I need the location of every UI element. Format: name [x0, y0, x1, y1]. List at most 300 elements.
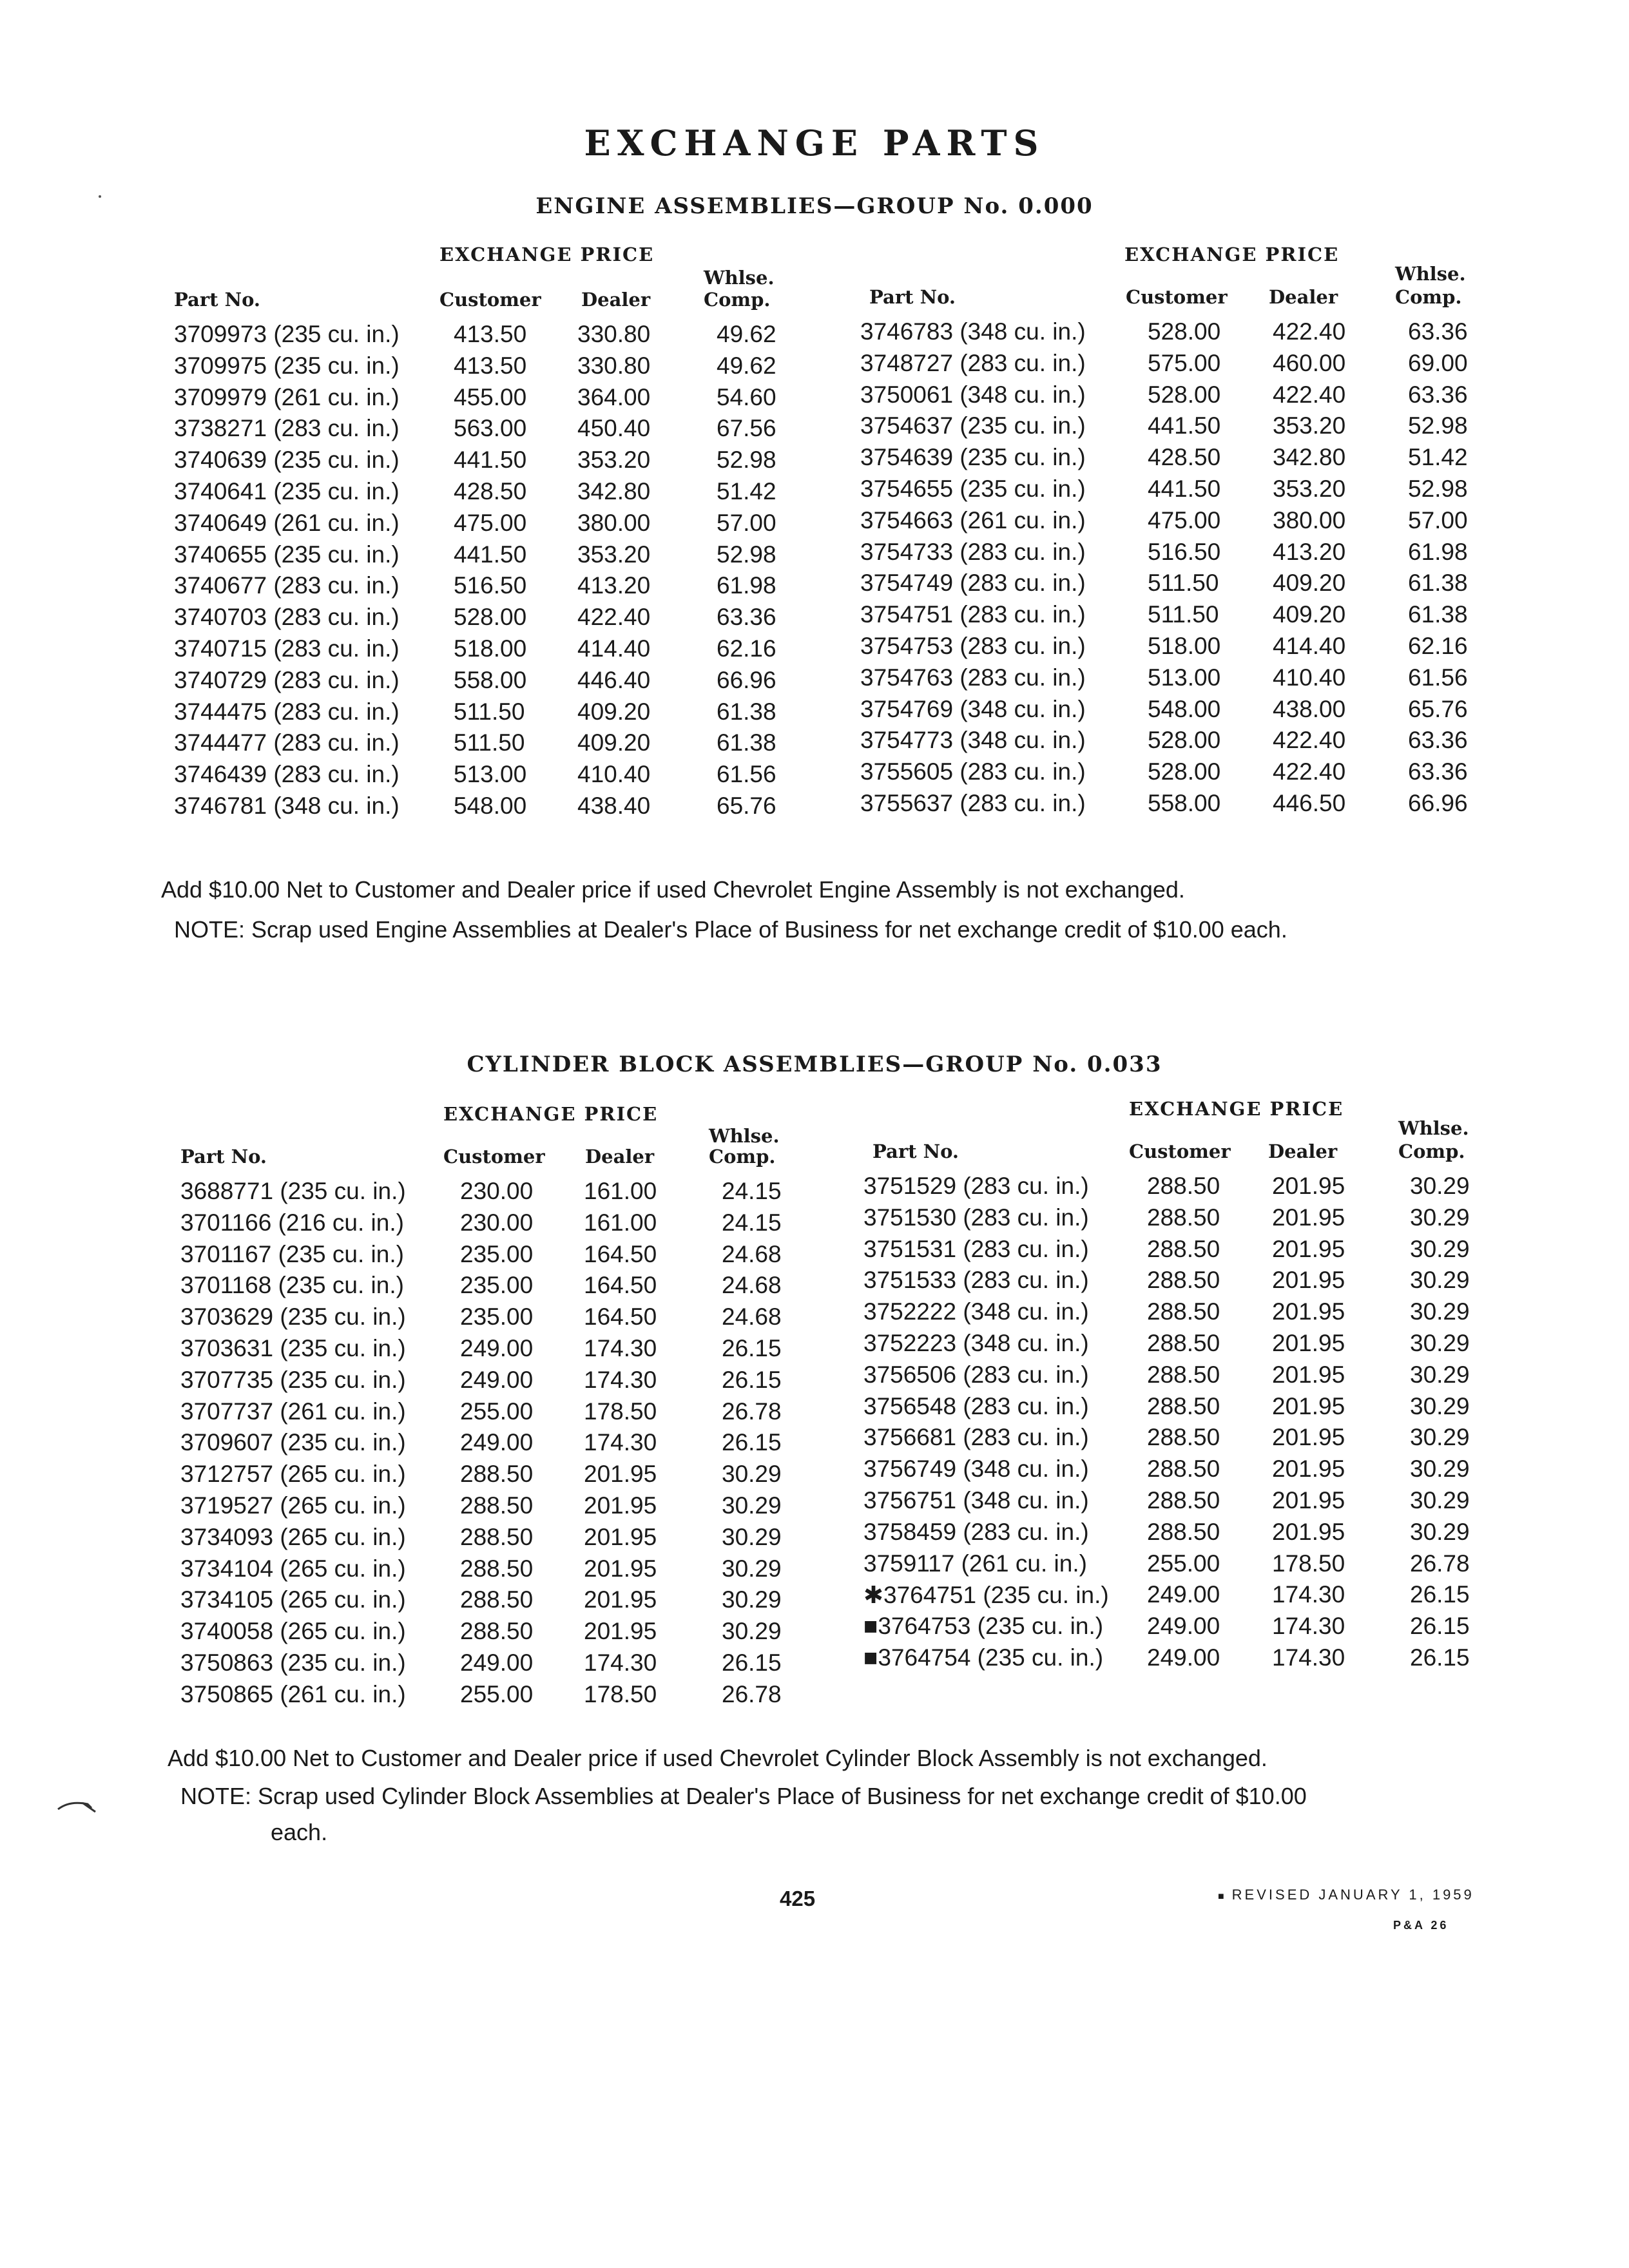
dealer-price-cell: 201.95	[1272, 1173, 1345, 1199]
customer-price-cell: 288.50	[460, 1618, 534, 1645]
table-row	[180, 1492, 799, 1524]
dealer-price-cell: 201.95	[1272, 1298, 1345, 1325]
whlse-comp-cell: 30.29	[1410, 1173, 1470, 1199]
table-row	[174, 321, 793, 352]
table-row	[174, 793, 793, 824]
dealer-price-cell: 410.40	[577, 761, 651, 788]
cylinder-scrap-note: NOTE: Scrap used Cylinder Block Assemblies at Dealer's Place of Business for net exchange credit of $10.00	[180, 1783, 1307, 1809]
whlse-comp-cell: 24.68	[722, 1272, 782, 1299]
part-number-cell: 3751529 (283 cu. in.)	[863, 1173, 1089, 1199]
cylinder-scrap-note-continued: each.	[271, 1819, 328, 1845]
part-number-cell: 3688771 (235 cu. in.)	[180, 1178, 406, 1204]
revised-note	[1218, 1887, 1474, 1903]
dealer-price-cell: 201.95	[1272, 1486, 1345, 1514]
whlse-header: Whlse.	[1395, 263, 1466, 285]
whlse-comp-cell: 61.56	[717, 761, 776, 788]
part-number-cell: 3709607 (235 cu. in.)	[180, 1429, 406, 1456]
part-number-cell: 3734104 (265 cu. in.)	[180, 1555, 406, 1582]
part-number-cell: 3709975 (235 cu. in.)	[174, 352, 400, 379]
customer-price-cell: 235.00	[460, 1240, 534, 1267]
part-number-cell: 3754753 (283 cu. in.)	[860, 632, 1086, 659]
table-row	[863, 1424, 1495, 1456]
whlse-comp-cell: 69.00	[1408, 349, 1468, 376]
part-number-cell: 3740058 (265 cu. in.)	[180, 1618, 406, 1645]
customer-price-cell: 288.50	[1147, 1392, 1220, 1419]
engine-section-title: ENGINE ASSEMBLIES—GROUP No. 0.000	[535, 193, 1094, 219]
table-row	[180, 1335, 799, 1367]
customer-price-cell: 441.50	[454, 447, 527, 474]
whlse-comp-cell: 61.98	[717, 572, 776, 599]
comp-header: Comp.	[1395, 286, 1462, 308]
customer-price-cell: 288.50	[460, 1461, 534, 1488]
dealer-price-cell: 342.80	[1273, 444, 1346, 471]
table-row	[180, 1618, 799, 1649]
page-code: P&A 26	[1393, 1919, 1449, 1932]
whlse-comp-cell: 61.38	[1408, 601, 1468, 628]
part-number-cell: 3751533 (283 cu. in.)	[863, 1267, 1089, 1294]
dealer-price-cell: 174.30	[1272, 1581, 1345, 1608]
customer-price-cell: 288.50	[1147, 1424, 1220, 1451]
dealer-price-cell: 174.30	[584, 1366, 657, 1393]
dealer-price-cell: 201.95	[584, 1555, 657, 1582]
table-row	[863, 1173, 1495, 1204]
table-row	[180, 1272, 799, 1303]
part-number-cell: 3740649 (261 cu. in.)	[174, 509, 400, 536]
dealer-price-cell: 201.95	[584, 1586, 657, 1613]
table-row	[174, 447, 793, 478]
whlse-comp-cell: 24.68	[722, 1303, 782, 1331]
page-title: EXCHANGE PARTS	[584, 122, 1045, 164]
comp-header: Comp.	[704, 289, 771, 311]
table-row	[860, 570, 1492, 601]
part-number-cell: 3707735 (235 cu. in.)	[180, 1366, 406, 1393]
customer-price-cell: 288.50	[1147, 1329, 1220, 1356]
part-number-cell: 3709979 (261 cu. in.)	[174, 383, 400, 410]
whlse-comp-cell: 52.98	[717, 447, 776, 474]
table-row	[180, 1303, 799, 1335]
table-row	[860, 601, 1492, 633]
part-number-cell: 3756548 (283 cu. in.)	[863, 1392, 1089, 1419]
whlse-comp-cell: 49.62	[717, 352, 776, 379]
whlse-comp-cell: 30.29	[722, 1461, 782, 1488]
part-number-cell: 3754749 (283 cu. in.)	[860, 570, 1086, 597]
cylinder-section-title: CYLINDER BLOCK ASSEMBLIES—GROUP No. 0.033	[467, 1052, 1162, 1077]
whlse-header: Whlse.	[704, 267, 775, 289]
customer-price-cell: 288.50	[460, 1555, 534, 1582]
customer-price-cell: 441.50	[1148, 412, 1221, 439]
whlse-comp-cell: 26.15	[1410, 1613, 1470, 1640]
dealer-header: Dealer	[581, 289, 651, 311]
dealer-price-cell: 413.20	[1273, 538, 1346, 565]
part-number-cell: 3754769 (348 cu. in.)	[860, 695, 1086, 722]
dealer-price-cell: 201.95	[1272, 1361, 1345, 1388]
table-row	[174, 729, 793, 761]
table-row	[174, 384, 793, 416]
table-row	[174, 635, 793, 667]
part-number-cell: 3740729 (283 cu. in.)	[174, 666, 400, 693]
customer-header: Customer	[1129, 1140, 1231, 1162]
whlse-comp-cell: 51.42	[717, 477, 776, 505]
part-number-cell: 3709973 (235 cu. in.)	[174, 321, 400, 347]
customer-price-cell: 516.50	[1148, 538, 1221, 565]
dealer-price-cell: 178.50	[584, 1680, 657, 1707]
whlse-comp-cell: 30.29	[1410, 1424, 1470, 1451]
whlse-comp-cell: 24.15	[722, 1178, 782, 1204]
customer-header: Customer	[1126, 286, 1228, 308]
table-row	[863, 1267, 1495, 1298]
dealer-price-cell: 422.40	[1273, 727, 1346, 754]
whlse-comp-cell: 26.15	[722, 1649, 782, 1676]
dealer-price-cell: 174.30	[584, 1334, 657, 1361]
dealer-price-cell: 330.80	[577, 352, 651, 379]
customer-price-cell: 249.00	[1147, 1613, 1220, 1640]
table-row	[860, 476, 1492, 507]
part-number-cell: 3701167 (235 cu. in.)	[180, 1240, 404, 1267]
dealer-price-cell: 174.30	[1272, 1644, 1345, 1671]
dealer-price-cell: 422.40	[1273, 758, 1346, 785]
part-no-header: Part No.	[174, 289, 261, 311]
dealer-price-cell: 164.50	[584, 1303, 657, 1331]
customer-price-cell: 288.50	[460, 1492, 534, 1519]
dealer-price-cell: 201.95	[1272, 1424, 1345, 1451]
dealer-price-cell: 414.40	[577, 635, 651, 662]
part-number-cell: 3752222 (348 cu. in.)	[863, 1298, 1089, 1325]
customer-price-cell: 255.00	[460, 1398, 534, 1425]
customer-price-cell: 413.50	[454, 321, 527, 347]
table-row	[863, 1550, 1495, 1582]
customer-header: Customer	[443, 1146, 545, 1168]
dealer-price-cell: 422.40	[577, 604, 651, 631]
comp-header: Comp.	[1398, 1140, 1465, 1162]
whlse-comp-cell: 30.29	[722, 1492, 782, 1519]
whlse-comp-cell: 63.36	[1408, 727, 1468, 754]
whlse-comp-cell: 61.56	[1408, 664, 1468, 691]
table-row	[180, 1178, 799, 1209]
part-number-cell: 3755605 (283 cu. in.)	[860, 758, 1086, 785]
part-number-cell: 3703631 (235 cu. in.)	[180, 1334, 406, 1361]
table-row	[863, 1581, 1495, 1613]
part-no-header: Part No.	[872, 1140, 959, 1162]
customer-price-cell: 558.00	[454, 666, 527, 693]
whlse-comp-cell: 30.29	[722, 1523, 782, 1550]
customer-price-cell: 288.50	[1147, 1298, 1220, 1325]
whlse-comp-cell: 65.76	[1408, 695, 1468, 722]
part-number-cell: 3740677 (283 cu. in.)	[174, 572, 400, 599]
dealer-price-cell: 353.20	[1273, 412, 1346, 439]
whlse-comp-cell: 61.38	[717, 698, 776, 725]
whlse-comp-cell: 57.00	[717, 509, 776, 536]
part-number-cell: 3703629 (235 cu. in.)	[180, 1303, 406, 1331]
dealer-price-cell: 201.95	[584, 1618, 657, 1645]
part-number-cell: 3755637 (283 cu. in.)	[860, 789, 1086, 816]
part-no-header: Part No.	[180, 1146, 267, 1168]
part-no-header: Part No.	[869, 286, 956, 308]
table-row	[180, 1398, 799, 1430]
dealer-price-cell: 330.80	[577, 321, 651, 347]
customer-price-cell: 255.00	[1147, 1550, 1220, 1577]
customer-price-cell: 230.00	[460, 1178, 534, 1204]
part-number-cell: 3751530 (283 cu. in.)	[863, 1204, 1089, 1231]
table-row	[174, 698, 793, 730]
dealer-price-cell: 201.95	[1272, 1392, 1345, 1419]
part-number-cell: 3752223 (348 cu. in.)	[863, 1329, 1089, 1356]
dealer-price-cell: 409.20	[1273, 570, 1346, 597]
customer-price-cell: 249.00	[460, 1429, 534, 1456]
table-row	[180, 1649, 799, 1681]
dealer-price-cell: 460.00	[1273, 349, 1346, 376]
whlse-comp-cell: 49.62	[717, 321, 776, 347]
dealer-price-cell: 201.95	[584, 1523, 657, 1550]
part-number-cell: 3756749 (348 cu. in.)	[863, 1456, 1089, 1483]
revised-marker: ■	[1218, 1891, 1227, 1902]
table-row	[180, 1555, 799, 1587]
table-row	[860, 758, 1492, 790]
whlse-comp-cell: 63.36	[717, 604, 776, 631]
dealer-price-cell: 201.95	[1272, 1204, 1345, 1231]
customer-price-cell: 513.00	[1148, 664, 1221, 691]
customer-price-cell: 511.50	[1148, 570, 1219, 597]
whlse-comp-cell: 30.29	[1410, 1456, 1470, 1483]
part-number-cell: 3746783 (348 cu. in.)	[860, 318, 1086, 345]
customer-price-cell: 511.50	[1148, 601, 1219, 628]
whlse-comp-cell: 63.36	[1408, 318, 1468, 345]
whlse-comp-cell: 26.78	[722, 1680, 782, 1707]
customer-price-cell: 563.00	[454, 415, 527, 442]
part-number-cell: 3754773 (348 cu. in.)	[860, 727, 1086, 754]
part-number-cell: 3758459 (283 cu. in.)	[863, 1518, 1089, 1545]
revised-text: REVISED JANUARY 1, 1959	[1231, 1887, 1474, 1903]
part-number-cell: 3748727 (283 cu. in.)	[860, 349, 1086, 376]
dealer-price-cell: 353.20	[577, 447, 651, 474]
table-row	[863, 1298, 1495, 1330]
part-number-cell: 3738271 (283 cu. in.)	[174, 415, 400, 442]
whlse-comp-cell: 61.38	[1408, 570, 1468, 597]
engine-left-rows	[174, 321, 793, 824]
table-row	[860, 444, 1492, 476]
exchange-price-header: EXCHANGE PRICE	[443, 1103, 659, 1125]
whlse-comp-cell: 30.29	[1410, 1329, 1470, 1356]
customer-price-cell: 511.50	[454, 698, 525, 725]
whlse-comp-cell: 65.76	[717, 792, 776, 819]
part-number-cell: 3744477 (283 cu. in.)	[174, 729, 400, 756]
customer-price-cell: 528.00	[454, 604, 527, 631]
whlse-comp-cell: 30.29	[1410, 1361, 1470, 1388]
dealer-price-cell: 161.00	[584, 1178, 657, 1204]
dealer-header: Dealer	[1268, 1140, 1338, 1162]
customer-price-cell: 548.00	[454, 792, 527, 819]
page-number: 425	[780, 1887, 816, 1910]
table-row	[860, 633, 1492, 664]
part-number-cell: 3756751 (348 cu. in.)	[863, 1486, 1089, 1514]
whlse-comp-cell: 30.29	[1410, 1298, 1470, 1325]
whlse-comp-cell: 30.29	[722, 1618, 782, 1645]
dealer-price-cell: 164.50	[584, 1272, 657, 1299]
customer-price-cell: 249.00	[460, 1334, 534, 1361]
dealer-price-cell: 174.30	[1272, 1613, 1345, 1640]
table-row	[180, 1429, 799, 1461]
customer-price-cell: 288.50	[1147, 1267, 1220, 1294]
whlse-comp-cell: 26.15	[1410, 1581, 1470, 1608]
table-row	[860, 664, 1492, 696]
table-row	[860, 790, 1492, 822]
engine-add-note: Add $10.00 Net to Customer and Dealer price if used Chevrolet Engine Assembly is not exchanged.	[161, 876, 1185, 903]
customer-price-cell: 475.00	[1148, 506, 1221, 533]
dealer-price-cell: 174.30	[584, 1429, 657, 1456]
customer-price-cell: 528.00	[1148, 727, 1221, 754]
whlse-comp-cell: 62.16	[1408, 632, 1468, 659]
customer-price-cell: 518.00	[454, 635, 527, 662]
customer-price-cell: 413.50	[454, 352, 527, 379]
dealer-price-cell: 409.20	[577, 729, 651, 756]
part-number-cell: 3754733 (283 cu. in.)	[860, 538, 1086, 565]
part-number-cell: 3740639 (235 cu. in.)	[174, 447, 400, 474]
table-row	[180, 1241, 799, 1273]
dealer-price-cell: 174.30	[584, 1649, 657, 1676]
table-row	[180, 1586, 799, 1618]
customer-price-cell: 475.00	[454, 509, 527, 536]
scan-dot-icon	[97, 193, 103, 200]
table-row	[174, 572, 793, 604]
customer-price-cell: 428.50	[454, 477, 527, 505]
table-row	[174, 761, 793, 793]
table-row	[174, 541, 793, 573]
whlse-comp-cell: 24.68	[722, 1240, 782, 1267]
whlse-comp-cell: 26.78	[1410, 1550, 1470, 1577]
whlse-comp-cell: 51.42	[1408, 444, 1468, 471]
table-row	[174, 415, 793, 447]
dealer-price-cell: 201.95	[584, 1461, 657, 1488]
whlse-comp-cell: 66.96	[1408, 789, 1468, 816]
dealer-price-cell: 161.00	[584, 1209, 657, 1236]
part-number-cell: 3719527 (265 cu. in.)	[180, 1492, 406, 1519]
customer-price-cell: 235.00	[460, 1272, 534, 1299]
part-number-cell: ■3764753 (235 cu. in.)	[863, 1613, 1104, 1640]
table-row	[174, 478, 793, 510]
dealer-price-cell: 164.50	[584, 1240, 657, 1267]
customer-price-cell: 249.00	[1147, 1581, 1220, 1608]
part-number-cell: 3701168 (235 cu. in.)	[180, 1272, 404, 1299]
whlse-comp-cell: 26.15	[722, 1334, 782, 1361]
table-row	[860, 727, 1492, 758]
dealer-price-cell: 422.40	[1273, 381, 1346, 408]
part-number-cell: 3734093 (265 cu. in.)	[180, 1523, 406, 1550]
table-row	[863, 1519, 1495, 1550]
engine-left-table	[174, 244, 793, 836]
whlse-header: Whlse.	[1398, 1117, 1469, 1139]
dealer-price-cell: 380.00	[1273, 506, 1346, 533]
customer-price-cell: 235.00	[460, 1303, 534, 1331]
table-row	[863, 1644, 1495, 1676]
part-number-cell: 3740641 (235 cu. in.)	[174, 477, 400, 505]
dealer-price-cell: 201.95	[584, 1492, 657, 1519]
dealer-price-cell: 446.40	[577, 666, 651, 693]
customer-price-cell: 511.50	[454, 729, 525, 756]
customer-price-cell: 249.00	[460, 1366, 534, 1393]
part-number-cell: ✱3764751 (235 cu. in.)	[863, 1582, 1109, 1609]
cylinder-right-table	[863, 1098, 1495, 1716]
whlse-comp-cell: 67.56	[717, 415, 776, 442]
dealer-price-cell: 422.40	[1273, 318, 1346, 345]
part-number-cell: 3744475 (283 cu. in.)	[174, 698, 400, 725]
whlse-comp-cell: 30.29	[1410, 1392, 1470, 1419]
engine-right-rows	[860, 318, 1492, 822]
table-row	[180, 1209, 799, 1241]
dealer-price-cell: 414.40	[1273, 632, 1346, 659]
cylinder-left-rows	[180, 1178, 799, 1713]
dealer-price-cell: 413.20	[577, 572, 651, 599]
customer-price-cell: 288.50	[1147, 1235, 1220, 1262]
table-row	[174, 352, 793, 384]
table-row	[860, 539, 1492, 570]
whlse-comp-cell: 26.78	[722, 1398, 782, 1425]
whlse-comp-cell: 30.29	[722, 1586, 782, 1613]
dealer-price-cell: 201.95	[1272, 1456, 1345, 1483]
part-number-cell: 3712757 (265 cu. in.)	[180, 1461, 406, 1488]
dealer-price-cell: 201.95	[1272, 1235, 1345, 1262]
customer-price-cell: 249.00	[1147, 1644, 1220, 1671]
table-row	[180, 1681, 799, 1713]
dealer-price-cell: 353.20	[577, 541, 651, 568]
table-row	[860, 696, 1492, 727]
dealer-price-cell: 201.95	[1272, 1329, 1345, 1356]
table-row	[174, 510, 793, 541]
table-row	[860, 412, 1492, 444]
customer-price-cell: 288.50	[460, 1523, 534, 1550]
whlse-comp-cell: 52.98	[1408, 475, 1468, 502]
customer-price-cell: 288.50	[1147, 1456, 1220, 1483]
customer-header: Customer	[439, 289, 541, 311]
customer-price-cell: 548.00	[1148, 695, 1221, 722]
comp-header: Comp.	[709, 1146, 776, 1168]
part-number-cell: 3754639 (235 cu. in.)	[860, 444, 1086, 471]
part-number-cell: 3707737 (261 cu. in.)	[180, 1398, 406, 1425]
engine-scrap-note: NOTE: Scrap used Engine Assemblies at Dealer's Place of Business for net exchange credit of $10.00 each.	[174, 916, 1287, 943]
whlse-comp-cell: 26.15	[1410, 1644, 1470, 1671]
part-number-cell: 3754763 (283 cu. in.)	[860, 664, 1086, 691]
whlse-comp-cell: 26.15	[722, 1429, 782, 1456]
whlse-comp-cell: 30.29	[1410, 1235, 1470, 1262]
part-number-cell: 3750865 (261 cu. in.)	[180, 1680, 406, 1707]
whlse-comp-cell: 54.60	[717, 383, 776, 410]
dealer-header: Dealer	[1269, 286, 1338, 308]
customer-price-cell: 455.00	[454, 383, 527, 410]
part-number-cell: 3756681 (283 cu. in.)	[863, 1424, 1089, 1451]
dealer-price-cell: 438.40	[577, 792, 651, 819]
dealer-price-cell: 342.80	[577, 477, 651, 505]
customer-price-cell: 575.00	[1148, 349, 1221, 376]
part-number-cell: ■3764754 (235 cu. in.)	[863, 1644, 1104, 1671]
whlse-comp-cell: 30.29	[1410, 1267, 1470, 1294]
table-row	[180, 1524, 799, 1555]
customer-price-cell: 288.50	[1147, 1518, 1220, 1545]
part-number-cell: 3754655 (235 cu. in.)	[860, 475, 1086, 502]
dealer-price-cell: 438.00	[1273, 695, 1346, 722]
customer-price-cell: 528.00	[1148, 381, 1221, 408]
whlse-header: Whlse.	[709, 1125, 780, 1147]
dealer-price-cell: 353.20	[1273, 475, 1346, 502]
customer-price-cell: 513.00	[454, 761, 527, 788]
dealer-price-cell: 201.95	[1272, 1267, 1345, 1294]
table-row	[174, 667, 793, 698]
dealer-price-cell: 409.20	[1273, 601, 1346, 628]
customer-price-cell: 441.50	[1148, 475, 1221, 502]
part-number-cell: 3754663 (261 cu. in.)	[860, 506, 1086, 533]
customer-price-cell: 428.50	[1148, 444, 1221, 471]
dealer-price-cell: 380.00	[577, 509, 651, 536]
engine-notes	[161, 870, 1287, 950]
table-row	[180, 1461, 799, 1492]
part-number-cell: 3734105 (265 cu. in.)	[180, 1586, 406, 1613]
